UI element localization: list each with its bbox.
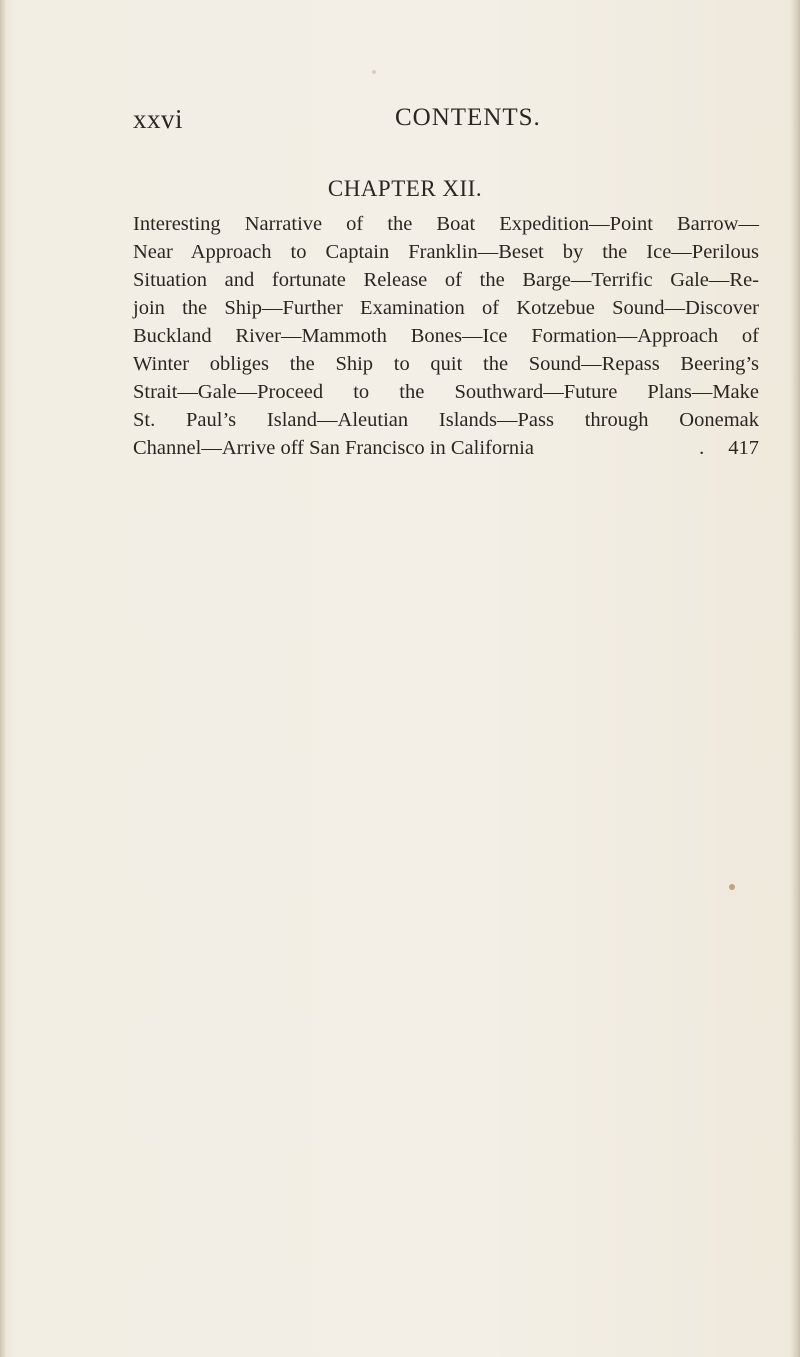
running-head: CONTENTS. [395, 104, 541, 131]
summary-final-text: Channel—Arrive off San Francisco in California [133, 437, 534, 459]
leader-dot: . [699, 437, 705, 459]
summary-line: Winter obliges the Ship to quit the Sound—Repass Beering’s [133, 353, 759, 375]
chapter-title: CHAPTER XII. [327, 176, 483, 201]
summary-line: Buckland River—Mammoth Bones—Ice Formation—Approach of [133, 325, 759, 347]
page-folio: xxvi [133, 104, 184, 134]
page-right-edge [790, 0, 800, 1357]
page-left-edge [0, 0, 6, 1357]
summary-line: join the Ship—Further Examination of Kotzebue Sound—Discover [133, 297, 759, 319]
paper-spot [372, 70, 376, 74]
summary-line: Near Approach to Captain Franklin—Beset by the Ice—Perilous [133, 241, 759, 263]
page-header [133, 104, 603, 140]
summary-final-line [133, 434, 759, 462]
summary-line: Interesting Narrative of the Boat Expedition—Point Barrow— [133, 213, 759, 235]
paper-spot [729, 884, 735, 890]
summary-line: St. Paul’s Island—Aleutian Islands—Pass through Oonemak [133, 409, 759, 431]
summary-line: Situation and fortunate Release of the Barge—Terrific Gale—Re- [133, 269, 759, 291]
page-reference: 417 [728, 437, 759, 459]
summary-line: Strait—Gale—Proceed to the Southward—Future Plans—Make [133, 381, 759, 403]
chapter-summary [133, 210, 759, 462]
